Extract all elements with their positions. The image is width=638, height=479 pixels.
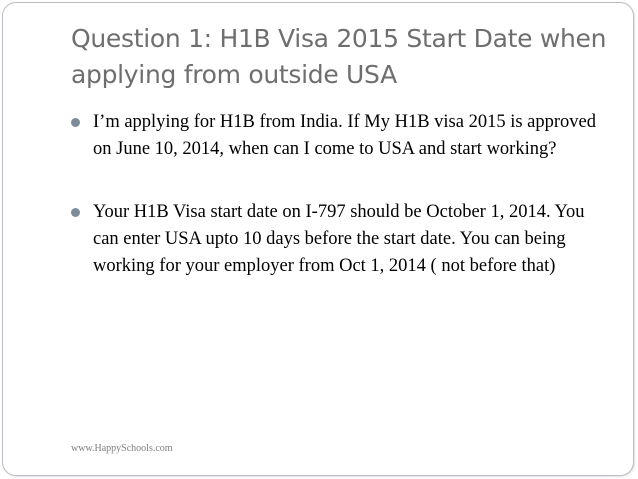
bullet-list	[71, 109, 611, 280]
bullet-question	[71, 109, 611, 163]
bullet-answer	[71, 199, 611, 280]
slide	[2, 2, 634, 476]
bullet-dot-icon	[71, 208, 80, 217]
slide-title: Question 1: H1B Visa 2015 Start Date when applying from outside USA	[71, 24, 607, 89]
footer-url: www.HappySchools.com	[71, 443, 173, 454]
bullet-text: I’m applying for H1B from India. If My H1B visa 2015 is approved on June 10, 2014, when can I come to USA and start working?	[93, 112, 597, 159]
bullet-dot-icon	[71, 118, 80, 127]
bullet-text: Your H1B Visa start date on I-797 should be October 1, 2014. You can enter USA upto 10 days before the start date. You can being working for your employer from Oct 1, 2014 ( not before that)	[93, 202, 585, 276]
